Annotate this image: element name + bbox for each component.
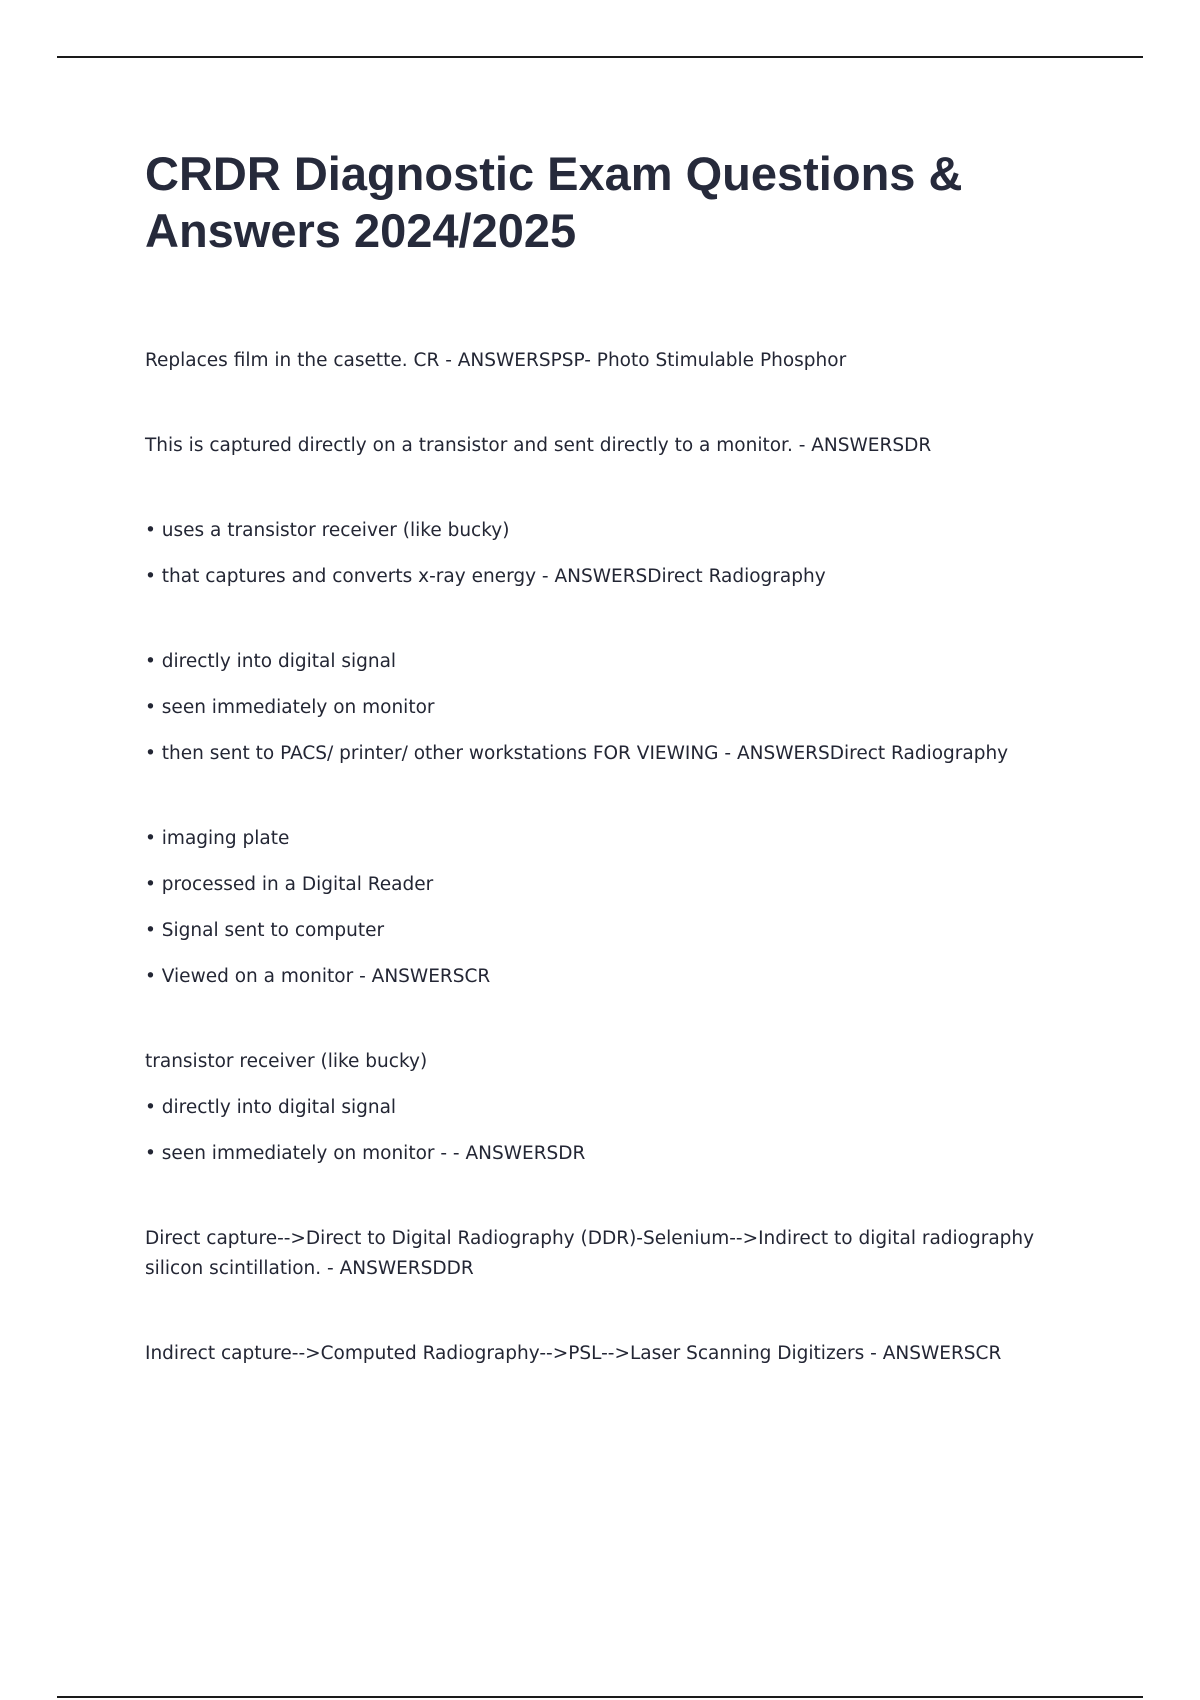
header-rule [57, 56, 1143, 58]
qa-block-8 [145, 1339, 1075, 1369]
qa-line: • directly into digital signal [145, 651, 397, 672]
qa-line: • Signal sent to computer [145, 920, 385, 941]
qa-line: This is captured directly on a transistor and sent directly to a monitor. - ANSWERSDR [145, 435, 932, 456]
qa-block-4 [145, 647, 1075, 769]
qa-line: • seen immediately on monitor [145, 697, 435, 718]
qa-line: • uses a transistor receiver (like bucky) [145, 520, 510, 541]
page-title: CRDR Diagnostic Exam Questions & Answers 2024/2025 [145, 147, 963, 257]
qa-line: • seen immediately on monitor - - ANSWERSDR [145, 1143, 586, 1164]
qa-block-6 [145, 1047, 1075, 1169]
qa-line: • imaging plate [145, 828, 290, 849]
qa-line: • that captures and converts x-ray energy - ANSWERSDirect Radiography [145, 566, 826, 587]
qa-block-3 [145, 516, 1075, 592]
qa-block-7 [145, 1224, 1075, 1284]
qa-line: transistor receiver (like bucky) [145, 1051, 428, 1072]
qa-line: • Viewed on a monitor - ANSWERSCR [145, 966, 491, 987]
qa-line: Direct capture-->Direct to Digital Radiography (DDR)-Selenium-->Indirect to digital radiography silicon scintillation. - ANSWERSDDR [145, 1228, 1035, 1279]
qa-block-1 [145, 346, 1075, 376]
qa-line: Replaces film in the casette. CR - ANSWERSPSP- Photo Stimulable Phosphor [145, 350, 847, 371]
qa-content [145, 346, 1075, 1424]
footer-rule [57, 1696, 1143, 1698]
qa-line: • processed in a Digital Reader [145, 874, 434, 895]
qa-line: Indirect capture-->Computed Radiography-->PSL-->Laser Scanning Digitizers - ANSWERSCR [145, 1343, 1002, 1364]
qa-block-5 [145, 824, 1075, 992]
qa-line: • directly into digital signal [145, 1097, 397, 1118]
qa-line: • then sent to PACS/ printer/ other workstations FOR VIEWING - ANSWERSDirect Radiography [145, 743, 1009, 764]
qa-block-2 [145, 431, 1075, 461]
